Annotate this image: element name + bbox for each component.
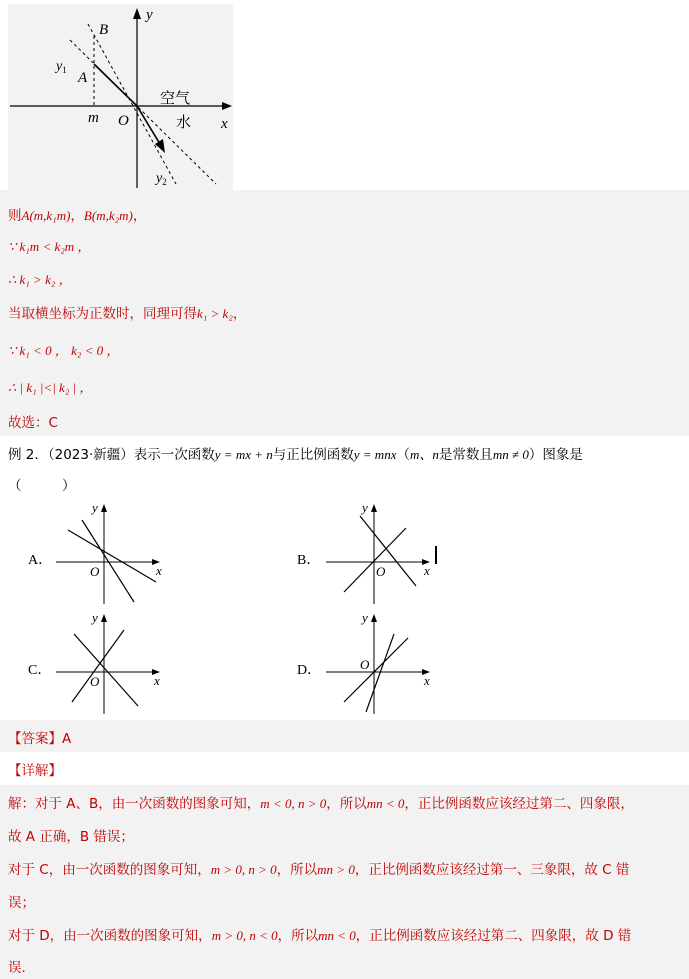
option-label-c: C． xyxy=(28,663,52,678)
label-y1: $y_1$ xyxy=(56,59,67,75)
detail-p1-line2: 故 A 正确，B 错误； xyxy=(8,829,134,845)
example-2-question: 例 2．（2023·新疆）表示一次函数y = mx + n与正比例函数y = mnx（m、n是常数且mn ≠ 0）图象是 xyxy=(8,447,583,463)
svg-text:O: O xyxy=(90,564,100,579)
svg-text:y: y xyxy=(362,500,368,515)
svg-text:O: O xyxy=(90,674,100,689)
figure-refraction-graph xyxy=(8,4,233,190)
svg-text:x: x xyxy=(156,563,162,578)
option-label-b: B． xyxy=(297,553,321,568)
solution-line-1: 则A(m,k₁m)，B(m,k₂m)， xyxy=(8,208,147,224)
svg-text:y: y xyxy=(92,500,98,515)
answer-tag-line: 【答案】A xyxy=(8,731,72,747)
detail-tag: 【详解】 xyxy=(8,763,62,779)
detail-background xyxy=(0,785,689,979)
example-2-blank: （ ） xyxy=(8,478,76,494)
solution-line-2: ∵ k₁m < k₂m ， xyxy=(8,239,91,254)
svg-text:y: y xyxy=(92,610,98,625)
svg-text:O: O xyxy=(360,657,370,672)
answer-background xyxy=(0,720,689,752)
svg-text:x: x xyxy=(424,563,430,578)
solution-line-6: ∴ | k₁ |<| k₂ | ， xyxy=(8,380,93,395)
label-B: B xyxy=(99,22,109,38)
option-c-graph xyxy=(56,610,168,716)
label-x: x xyxy=(221,116,228,132)
label-water: 水 xyxy=(176,113,192,131)
solution-line-3: ∴ k₁ > k₂ ， xyxy=(8,272,72,287)
detail-p2-line2: 误； xyxy=(8,895,35,911)
detail-p3-line2: 误． xyxy=(8,960,35,976)
svg-text:O: O xyxy=(376,564,386,579)
svg-text:x: x xyxy=(154,673,160,688)
detail-p3-line1: 对于 D，由一次函数的图象可知，m > 0, n < 0，所以mn < 0，正比例函数应该经过第二、四象限，故 D 错 xyxy=(8,928,632,944)
detail-p1-line1: 解：对于 A、B，由一次函数的图象可知，m < 0, n > 0，所以mn < 0，正比例函数应该经过第二、四象限， xyxy=(8,796,634,812)
detail-p2-line1: 对于 C，由一次函数的图象可知，m > 0, n > 0，所以mn > 0，正比例函数应该经过第一、三象限，故 C 错 xyxy=(8,862,630,878)
option-b-graph xyxy=(326,500,442,606)
option-d-graph xyxy=(326,610,438,716)
label-m: m xyxy=(88,110,99,126)
label-y2: $y_2$ xyxy=(156,171,167,187)
answer-line: 故选：C xyxy=(8,415,58,431)
label-O: O xyxy=(118,113,129,129)
solution-line-5: ∵ k₁ < 0 ， k₂ < 0 ， xyxy=(8,343,120,358)
option-label-d: D． xyxy=(297,663,322,678)
option-label-a: A． xyxy=(28,553,53,568)
label-y: y xyxy=(146,7,153,23)
svg-text:y: y xyxy=(362,610,368,625)
label-A: A xyxy=(78,70,88,86)
option-a-graph xyxy=(56,500,168,606)
solution-line-4: 当取横坐标为正数时，同理可得k₁ > k₂， xyxy=(8,306,247,322)
svg-text:x: x xyxy=(424,673,430,688)
label-air: 空气 xyxy=(160,89,191,107)
